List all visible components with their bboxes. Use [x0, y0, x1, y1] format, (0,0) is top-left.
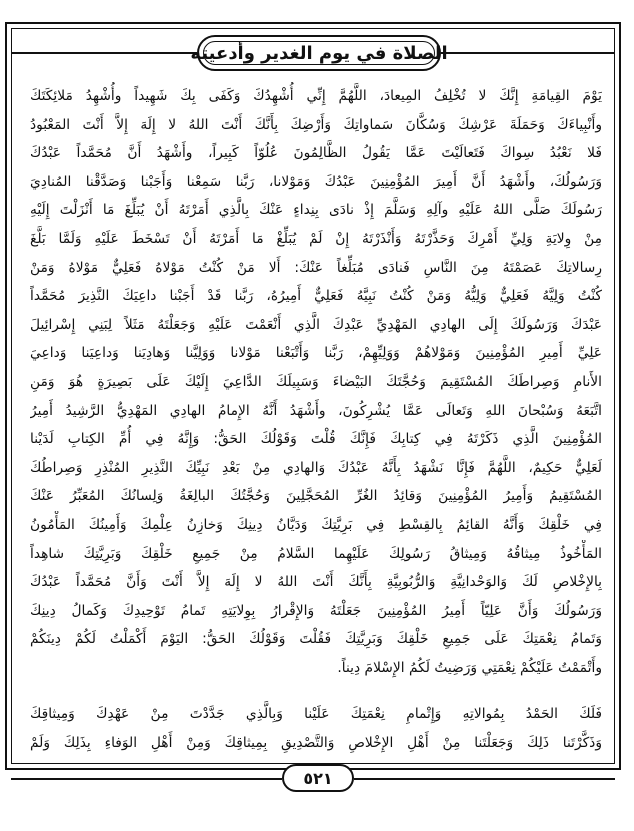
text-line: المَأْخُوذُ مِيثاقُهُ وَمِيثاقُ رَسُولِكَ عَلَيْهِما السَّلامُ مِنْ جَمِيعِ خَلْقِكَ وَبَرِيَّتِكَ شاهِداً: [30, 545, 602, 562]
text-line: وأَتْمَمْتُ عَلَيْكُمْ نِعْمَتِي وَرَضِيتُ لَكُمُ الإِسْلامَ دِيناً.: [337, 659, 602, 676]
text-line: وَذَكَّرْتَنا ذَلِكَ وَجَعَلْتَنا مِنْ أَهْلِ الإِخْلاصِ وَالتَّصْدِيقِ بِمِيثاقِكَ وَمِنْ أَهْلِ الوَفاءِ بِذَلِكَ وَلَمْ: [30, 735, 602, 752]
page-number-cartouche: [282, 764, 354, 792]
text-line: الأَنامِ وَصِراطَكَ المُسْتَقِيمَ وَحُجَّتَكَ البَيْضاءَ وَسَبِيلَكَ الدَّاعِيَ إِلَيْكَ عَلَى بَصِيرَةٍ هُوَ وَمَنِ: [30, 373, 602, 390]
text-line: بِالإِخْلاصِ لَكَ وَالوَحْدانِيَّةِ وَالرُّبُوبِيَّةِ بِأَنَّكَ أَنْتَ اللهُ لا إِلَهَ إِلاَّ أَنْتَ وَأَنَّ مُحَمَّداً عَبْدُكَ: [30, 574, 602, 591]
text-line: وأَنْبِياءَكَ وَحَمَلَةَ عَرْشِكَ وَسُكَّانَ سَماواتِكَ وَأَرْضِكَ بِأَنَّكَ أَنْتَ اللهُ لا إِلَهَ إِلاَّ أَنْتَ المَعْبُودُ: [30, 116, 602, 133]
text-line: يَوْمَ القِيامَةِ إِنَّكَ لا تُخْلِفُ المِيعادَ، اللَّهُمَّ إِنِّي أُشْهِدُكَ وَكَفَى بِكَ شَهِيداً وأُشْهِدُ مَلائِكَتَكَ: [30, 88, 602, 104]
header-rule-right: [441, 52, 615, 54]
text-line: وَتَمامُ نِعْمَتِكَ عَلَى جَمِيعِ خَلْقِكَ وَبَرِيَّتِكَ فَقُلْتَ وَقَوْلُكَ الحَقُّ: اليَوْمَ أَكْمَلْتُ لَكُمْ دِينَكُمْ: [30, 631, 602, 648]
text-line: المُؤْمِنِينَ الَّذِي ذَكَرْتَهُ فِي كِتابِكَ فَإِنَّكَ قُلْتَ وَقَوْلُكَ الحَقُّ: وَإِنَّهُ فِي أُمِّ الكِتابِ لَدَيْنا: [30, 431, 602, 448]
text-line: كُنْتُ وَلِيَّهُ فَعَلِيٌّ وَلِيُّهُ وَمَنْ كُنْتُ نَبِيَّهُ فَعَلِيٌّ أَمِيرُهُ، رَبَّنا قَدْ أَجَبْنا داعِيَكَ النَّذِيرَ مُحَمَّداً: [30, 288, 602, 305]
text-line: فِي خَلْقِكَ وَأَنَّهُ القائِمُ بِالقِسْطِ فِي بَرِيَّتِكَ وَدَيَّانُ دِينِكَ وَخازِنُ عِلْمِكَ وَأَمِينُكَ المَأْمُونُ: [30, 516, 602, 533]
text-line: رِسالاتِكَ عَصَمْتَهُ مِنَ النَّاسِ فَنادَى مُبَلِّغاً عَنْكَ: أَلا مَنْ كُنْتُ مَوْلاهُ فَعَلِيٌّ مَوْلاهُ وَمَنْ: [30, 259, 602, 276]
text-line: فَلا نَعْبُدُ سِواكَ فَتَعالَيْتَ عَمَّا يَقُولُ الظَّالِمُونَ عُلُوّاً كَبِيراً، وأَشْهَدُ أَنَّ مُحَمَّداً عَبْدُكَ: [30, 145, 602, 162]
text-line: اتَّبَعَهُ وَسُبْحانَ اللهِ وَتَعالَى عَمَّا يُشْرِكُونَ، وأَشْهَدُ أَنَّهُ الإِمامُ الهادِي المَهْدِيُّ الرَّشِيدُ أَمِيرُ: [30, 402, 602, 419]
footer-rule-left: [11, 778, 282, 780]
text-line: عَبْدَكَ وَرَسُولَكَ إِلَى الهادِي المَهْدِيِّ عَبْدِكَ الَّذِي أَنْعَمْتَ عَلَيْهِ وَجَعَلْتَهُ مَثَلاً لِبَنِي إِسْرائِيلَ: [30, 316, 602, 333]
text-line: فَلَكَ الحَمْدُ بِمُوالاتِهِ وَإِتْمامِ نِعْمَتِكَ عَلَيْنا وَبِالَّذِي جَدَّدْتَ مِنْ عَهْدِكَ وَمِيثاقِكَ: [30, 706, 602, 723]
text-line: عَلِيِّ أَمِيرِ المُؤْمِنِينَ وَمَوْلاهُمْ وَوَلِيِّهِمْ، رَبَّنا وَأَتْبَعْنا مَوْلانا وَوَلِيَّنا وَهادِيَنا وَداعِيَنا وَداعِيَ: [30, 345, 602, 362]
header-cartouche: [190, 35, 448, 71]
paragraph-2: [30, 700, 602, 757]
text-line: مِنْ وِلايَةِ وَلِيِّ أَمْرِكَ وَحَذَّرْتَهُ وَأَنْذَرْتَهُ إِنْ لَمْ يُبَلِّغْ مَا أَمَرْتَهُ أَنْ تَسْخَطَ عَلَيْهِ وَلَمَّا بَلَّغَ: [30, 230, 602, 247]
text-line: رَسُولَكَ صَلَّى اللهُ عَلَيْهِ وآلِهِ وَسَلَّمَ إِذْ نادَى بِنِداءٍ عَنْكَ بِالَّذِي أَمَرْتَهُ أَنْ يُبَلِّغَ مَا أَنْزَلْتَ إِلَيْهِ: [30, 202, 602, 219]
page-number: ٥٢١: [303, 768, 333, 788]
text-line: وَرَسُولُكَ وَأَنَّ عَلِيّاً أَمِيرُ المُؤْمِنِينَ جَعَلْتَهُ وَالإِقْرارُ بِوِلايَتِهِ تَمامُ تَوْحِيدِكَ وَكَمالُ دِينِكَ: [30, 602, 602, 619]
body-text: [30, 82, 602, 758]
page-title: الصلاة في يوم الغدير وأدعيته: [190, 42, 448, 64]
footer-rule-right: [354, 778, 615, 780]
paragraph-1: [30, 82, 602, 682]
text-line: المُسْتَقِيمُ وَأَمِيرُ المُؤْمِنِينَ وَقائِدُ الغُرِّ المُحَجَّلِينَ وَحُجَّتُكَ البالِغَةُ وَلِسانُكَ المُعَبِّرُ عَنْكَ: [30, 488, 602, 505]
text-line: وَرَسُولُكَ، وأَشْهَدُ أَنَّ أَمِيرَ المُؤْمِنِينَ عَبْدُكَ وَمَوْلانا، رَبَّنا سَمِعْنا وَأَجَبْنا وَصَدَّقْنا المُنادِيَ: [30, 173, 602, 190]
text-line: لَعَلِيٌّ حَكِيمٌ، اللَّهُمَّ فَإِنَّا نَشْهَدُ بِأَنَّهُ عَبْدُكَ وَالهادِي مِنْ بَعْدِ نَبِيِّكَ النَّذِيرِ المُنْذِرِ وَصِراطُكَ: [30, 459, 602, 476]
header-rule-left: [11, 52, 197, 54]
